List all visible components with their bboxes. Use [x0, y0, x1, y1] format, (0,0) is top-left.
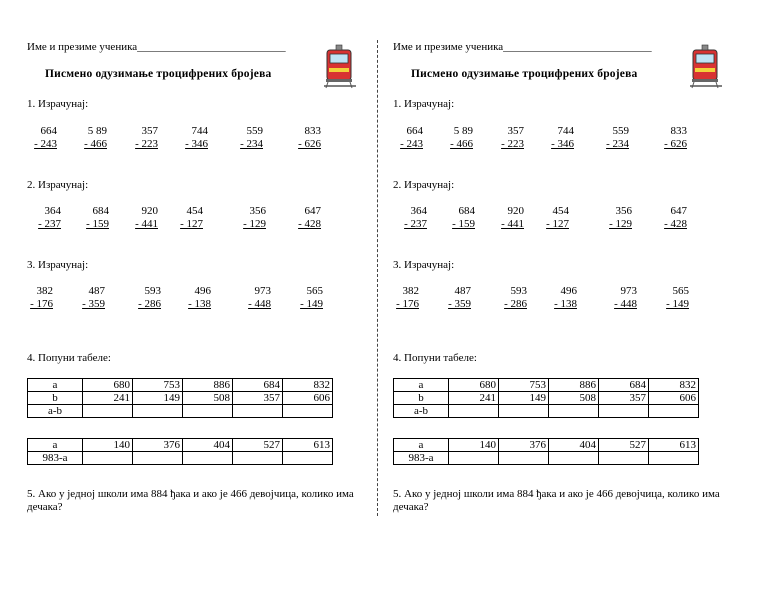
- row-label: a-b: [28, 405, 83, 418]
- table-cell: 753: [499, 379, 549, 392]
- subtrahend: - 129: [243, 218, 266, 230]
- subtrahend: - 466: [84, 138, 107, 150]
- subtrahend: - 237: [38, 218, 61, 230]
- table-cell: 241: [449, 392, 499, 405]
- table-cell: [83, 452, 133, 465]
- table-cell: 886: [183, 379, 233, 392]
- table-row: [394, 379, 699, 392]
- minuend: 5 89: [453, 125, 473, 137]
- table-cell: 508: [183, 392, 233, 405]
- table-cell: [283, 405, 333, 418]
- minuend: 920: [141, 205, 158, 217]
- minuend: 559: [612, 125, 629, 137]
- subtrahend: - 626: [298, 138, 321, 150]
- minuend: 382: [36, 285, 53, 297]
- worksheet-left: [27, 0, 367, 594]
- table-cell: 404: [549, 439, 599, 452]
- table-cell: 527: [233, 439, 283, 452]
- train-icon: [322, 42, 358, 90]
- word-problem: 5. Ако у једној школи има 884 ђака и ако је 466 девојчица, колико има дечака?: [27, 488, 354, 513]
- minuend: 364: [44, 205, 61, 217]
- subtrahend: - 237: [404, 218, 427, 230]
- train-icon: [688, 42, 724, 90]
- task1-label: 1. Израчунај:: [393, 98, 455, 110]
- subtrahend: - 448: [614, 298, 637, 310]
- subtrahend: - 359: [82, 298, 105, 310]
- subtrahend: - 159: [452, 218, 475, 230]
- task4-label: 4. Попуни табеле:: [27, 352, 111, 364]
- row-label: a: [28, 439, 83, 452]
- table-cell: [283, 452, 333, 465]
- row-label: b: [28, 392, 83, 405]
- minuend: 565: [672, 285, 689, 297]
- subtrahend: - 243: [400, 138, 423, 150]
- minuend: 487: [88, 285, 105, 297]
- table-cell: [499, 452, 549, 465]
- table-a-b: [27, 378, 333, 418]
- minuend: 833: [670, 125, 687, 137]
- table-cell: 140: [449, 439, 499, 452]
- table-cell: [183, 452, 233, 465]
- table-983-a: [393, 438, 699, 465]
- table-cell: [549, 452, 599, 465]
- table-cell: 357: [599, 392, 649, 405]
- subtrahend: - 346: [551, 138, 574, 150]
- minuend: 973: [254, 285, 271, 297]
- table-cell: [83, 405, 133, 418]
- minuend: 833: [304, 125, 321, 137]
- subtrahend: - 234: [606, 138, 629, 150]
- table-cell: [233, 405, 283, 418]
- table-cell: 241: [83, 392, 133, 405]
- table-row: [28, 439, 333, 452]
- table-cell: 404: [183, 439, 233, 452]
- table-cell: 149: [499, 392, 549, 405]
- minuend: 559: [246, 125, 263, 137]
- task4-label: 4. Попуни табеле:: [393, 352, 477, 364]
- task2-label: 2. Израчунај:: [393, 179, 455, 191]
- minuend: 593: [510, 285, 527, 297]
- table-row: [394, 405, 699, 418]
- minuend: 593: [144, 285, 161, 297]
- student-name-line: Име и презиме ученика___________________________: [27, 41, 286, 53]
- table-cell: 613: [283, 439, 333, 452]
- subtrahend: - 159: [86, 218, 109, 230]
- minuend: 496: [194, 285, 211, 297]
- minuend: 647: [670, 205, 687, 217]
- subtrahend: - 149: [666, 298, 689, 310]
- table-cell: [133, 452, 183, 465]
- subtrahend: - 428: [298, 218, 321, 230]
- table-cell: 357: [233, 392, 283, 405]
- task1-label: 1. Израчунај:: [27, 98, 89, 110]
- student-name-line: Име и презиме ученика___________________________: [393, 41, 652, 53]
- table-cell: [549, 405, 599, 418]
- table-cell: [599, 452, 649, 465]
- task3-label: 3. Израчунај:: [27, 259, 89, 271]
- minuend: 454: [186, 205, 203, 217]
- minuend: 357: [141, 125, 158, 137]
- minuend: 684: [92, 205, 109, 217]
- row-label: b: [394, 392, 449, 405]
- minuend: 364: [410, 205, 427, 217]
- word-problem: 5. Ако у једној школи има 884 ђака и ако је 466 девојчица, колико има дечака?: [393, 488, 720, 513]
- minuend: 744: [557, 125, 574, 137]
- minuend: 647: [304, 205, 321, 217]
- table-cell: [499, 405, 549, 418]
- table-cell: 832: [283, 379, 333, 392]
- table-cell: 376: [133, 439, 183, 452]
- row-label: a: [394, 379, 449, 392]
- subtrahend: - 243: [34, 138, 57, 150]
- table-row: [394, 392, 699, 405]
- table-cell: 606: [283, 392, 333, 405]
- table-cell: 684: [233, 379, 283, 392]
- worksheet-right: [393, 0, 733, 594]
- minuend: 454: [552, 205, 569, 217]
- minuend: 356: [249, 205, 266, 217]
- subtrahend: - 127: [180, 218, 203, 230]
- subtrahend: - 138: [554, 298, 577, 310]
- table-cell: 680: [449, 379, 499, 392]
- table-cell: [183, 405, 233, 418]
- subtrahend: - 359: [448, 298, 471, 310]
- table-cell: 886: [549, 379, 599, 392]
- table-cell: 149: [133, 392, 183, 405]
- minuend: 565: [306, 285, 323, 297]
- table-cell: 613: [649, 439, 699, 452]
- table-cell: 680: [83, 379, 133, 392]
- minuend: 744: [191, 125, 208, 137]
- table-a-b: [393, 378, 699, 418]
- table-row: [28, 452, 333, 465]
- table-cell: [599, 405, 649, 418]
- minuend: 487: [454, 285, 471, 297]
- subtrahend: - 428: [664, 218, 687, 230]
- table-cell: [233, 452, 283, 465]
- minuend: 496: [560, 285, 577, 297]
- subtrahend: - 149: [300, 298, 323, 310]
- table-cell: [449, 405, 499, 418]
- subtrahend: - 286: [504, 298, 527, 310]
- subtrahend: - 286: [138, 298, 161, 310]
- subtrahend: - 176: [396, 298, 419, 310]
- table-row: [394, 452, 699, 465]
- table-983-a: [27, 438, 333, 465]
- table-row: [394, 439, 699, 452]
- subtrahend: - 127: [546, 218, 569, 230]
- minuend: 973: [620, 285, 637, 297]
- subtrahend: - 234: [240, 138, 263, 150]
- table-cell: [649, 405, 699, 418]
- table-cell: 753: [133, 379, 183, 392]
- task3-label: 3. Израчунај:: [393, 259, 455, 271]
- table-row: [28, 392, 333, 405]
- worksheet-title: Писмено одузимање троцифрених бројева: [411, 68, 638, 80]
- minuend: 664: [406, 125, 423, 137]
- table-cell: 832: [649, 379, 699, 392]
- cut-line: [377, 40, 378, 516]
- subtrahend: - 223: [501, 138, 524, 150]
- table-cell: 684: [599, 379, 649, 392]
- table-cell: [133, 405, 183, 418]
- table-row: [28, 379, 333, 392]
- table-cell: 508: [549, 392, 599, 405]
- subtrahend: - 129: [609, 218, 632, 230]
- worksheet-title: Писмено одузимање троцифрених бројева: [45, 68, 272, 80]
- subtrahend: - 138: [188, 298, 211, 310]
- minuend: 684: [458, 205, 475, 217]
- table-cell: 376: [499, 439, 549, 452]
- row-label: 983-a: [28, 452, 83, 465]
- task2-label: 2. Израчунај:: [27, 179, 89, 191]
- row-label: a: [28, 379, 83, 392]
- table-cell: 527: [599, 439, 649, 452]
- subtrahend: - 441: [501, 218, 524, 230]
- subtrahend: - 441: [135, 218, 158, 230]
- minuend: 382: [402, 285, 419, 297]
- minuend: 357: [507, 125, 524, 137]
- table-cell: 606: [649, 392, 699, 405]
- subtrahend: - 346: [185, 138, 208, 150]
- subtrahend: - 448: [248, 298, 271, 310]
- table-cell: [449, 452, 499, 465]
- minuend: 920: [507, 205, 524, 217]
- minuend: 356: [615, 205, 632, 217]
- subtrahend: - 626: [664, 138, 687, 150]
- table-cell: [649, 452, 699, 465]
- minuend: 5 89: [87, 125, 107, 137]
- row-label: a: [394, 439, 449, 452]
- table-row: [28, 405, 333, 418]
- subtrahend: - 176: [30, 298, 53, 310]
- subtrahend: - 466: [450, 138, 473, 150]
- row-label: 983-a: [394, 452, 449, 465]
- minuend: 664: [40, 125, 57, 137]
- table-cell: 140: [83, 439, 133, 452]
- subtrahend: - 223: [135, 138, 158, 150]
- row-label: a-b: [394, 405, 449, 418]
